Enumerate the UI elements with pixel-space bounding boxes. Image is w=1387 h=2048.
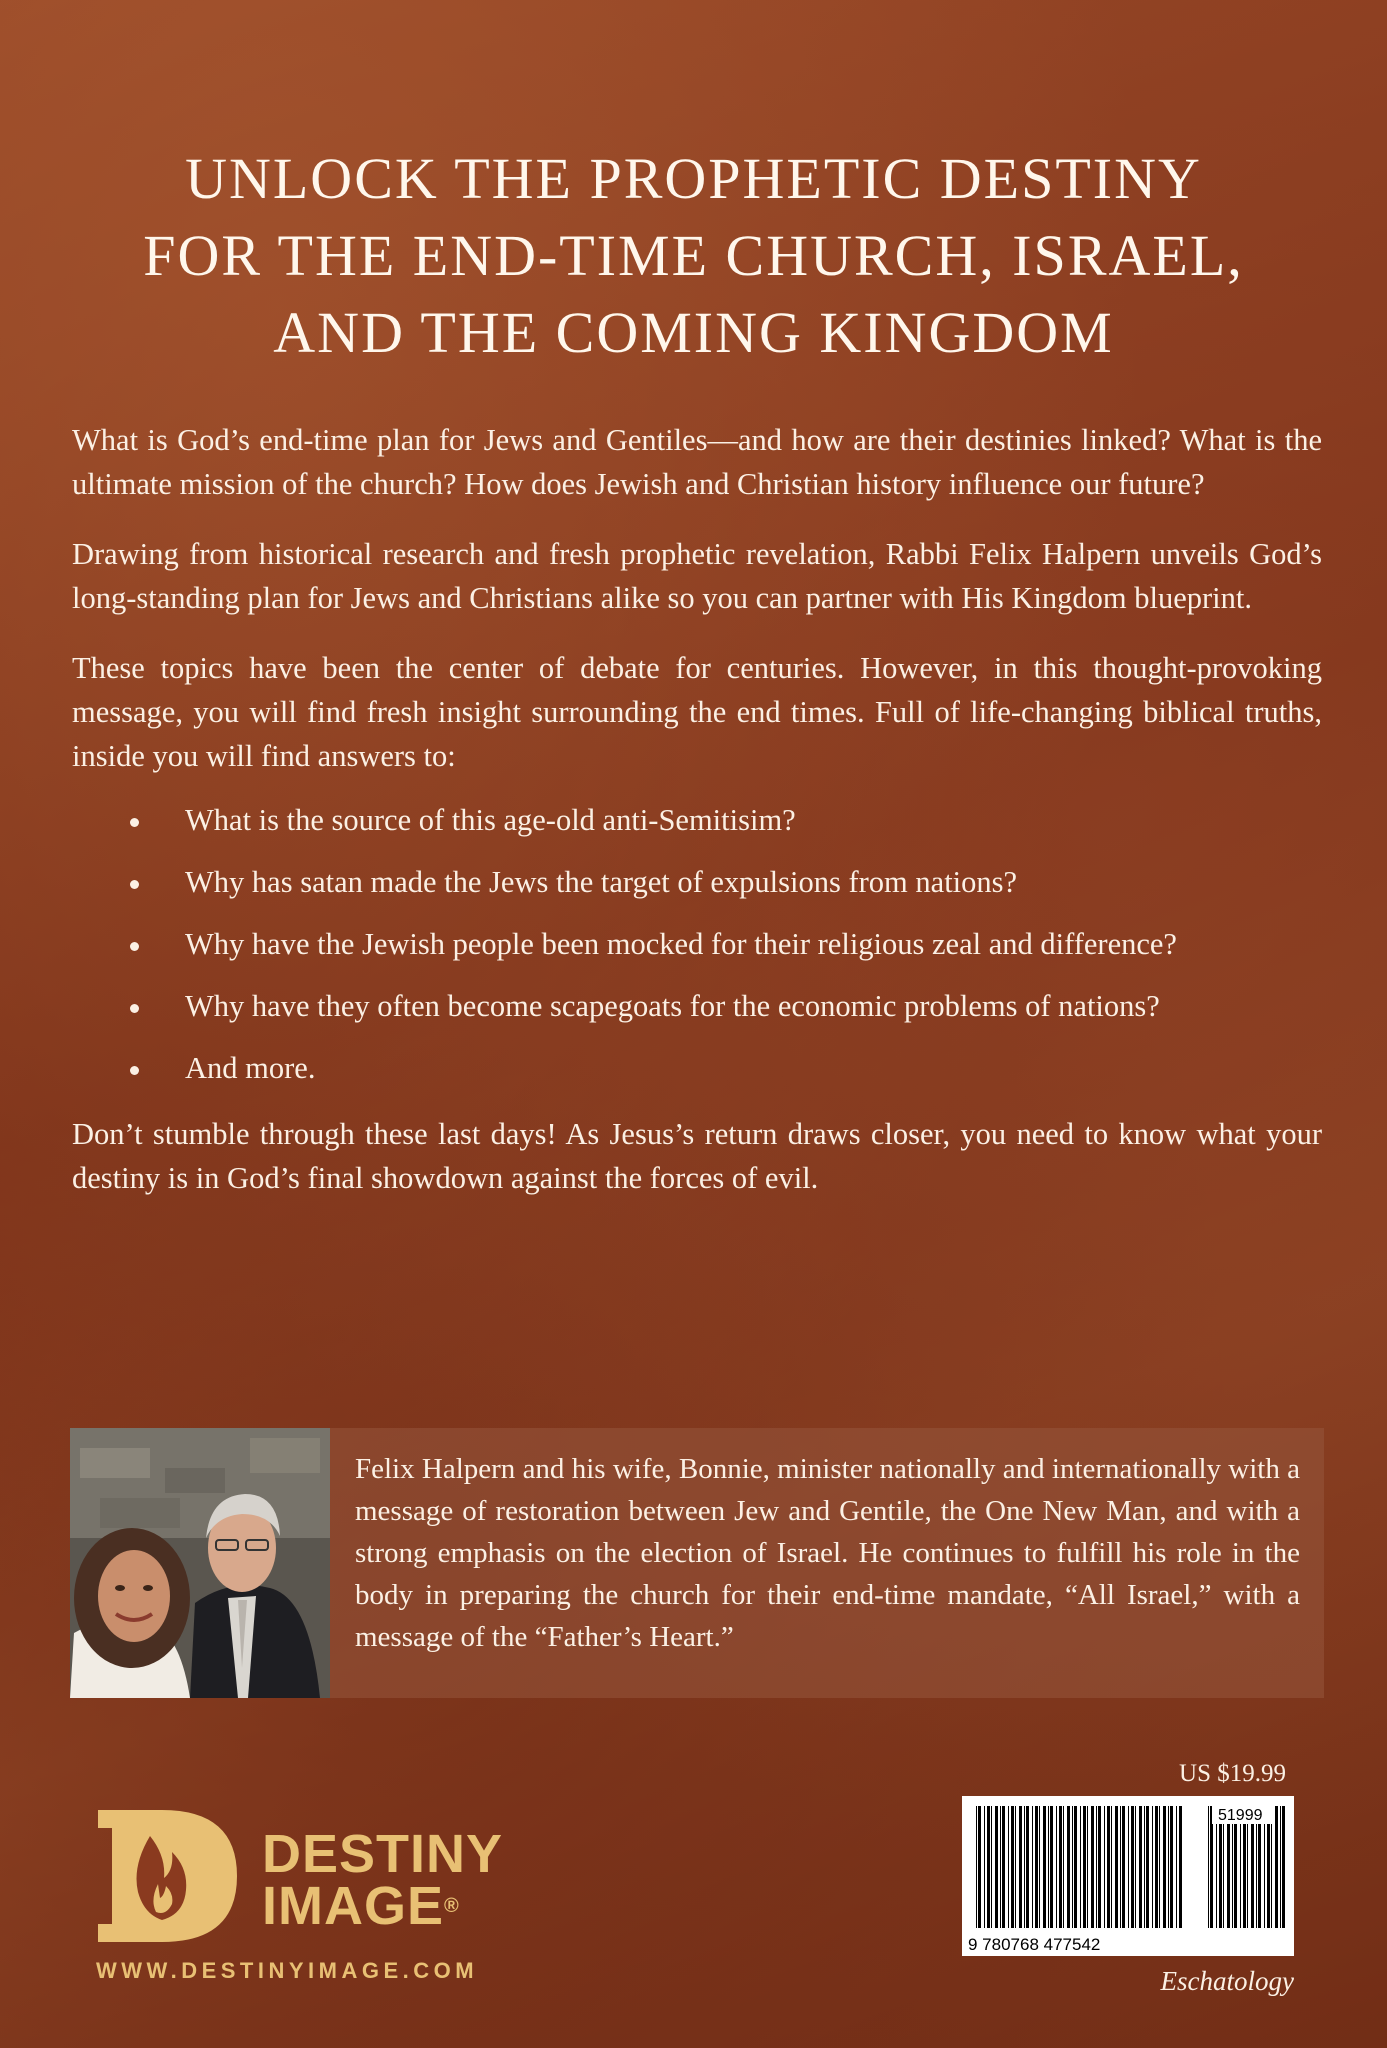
bullet-dot-icon xyxy=(130,818,139,827)
barcode-bar xyxy=(1258,1806,1261,1928)
barcode-bar xyxy=(1059,1806,1062,1928)
bullet-text: What is the source of this age-old anti-Semitisim? xyxy=(185,803,796,837)
headline-line-3: AND THE COMING KINGDOM xyxy=(273,300,1114,365)
headline xyxy=(80,140,1307,371)
barcode-bar xyxy=(1247,1806,1248,1928)
barcode-bar xyxy=(1155,1806,1158,1928)
barcode-bar xyxy=(1131,1806,1134,1928)
paragraph-questions: What is God’s end-time plan for Jews and Gentiles—and how are their destinies linked? What is the ultimate mission of the church? How does Jewish and Christian history influence our future? xyxy=(72,423,1322,501)
barcode-bar xyxy=(1048,1806,1049,1928)
barcode-bar xyxy=(1280,1806,1281,1928)
barcode-bar xyxy=(1039,1806,1040,1928)
isbn-digits-text: 9 780768 477542 xyxy=(968,1935,1101,1954)
barcode-bar xyxy=(1282,1806,1285,1928)
bullet-item xyxy=(72,922,1322,966)
publisher-url: WWW.DESTINYIMAGE.COM xyxy=(96,1958,479,1983)
barcode-bar xyxy=(1115,1806,1118,1928)
barcode-bar xyxy=(1159,1806,1160,1928)
barcode-bar xyxy=(1163,1806,1166,1928)
bullet-text: Why has satan made the Jews the target of expulsions from nations? xyxy=(185,865,1018,899)
barcode-bar xyxy=(1107,1806,1110,1928)
barcode-bar xyxy=(1015,1806,1016,1928)
bullet-list xyxy=(72,798,1322,1090)
publisher-line-1: DESTINY xyxy=(262,1824,504,1884)
barcode-bar xyxy=(1111,1806,1112,1928)
barcode-bar xyxy=(1223,1806,1224,1928)
barcode-bar xyxy=(1146,1806,1149,1928)
barcode-bar xyxy=(1050,1806,1053,1928)
barcode-bars xyxy=(962,1796,1294,1956)
barcode-bar xyxy=(987,1806,990,1928)
barcode-bar xyxy=(1098,1806,1101,1928)
bullet-item xyxy=(72,798,1322,842)
barcode-bar xyxy=(1043,1806,1046,1928)
barcode-bar xyxy=(1002,1806,1005,1928)
publisher-wordmark xyxy=(262,1824,504,1936)
barcode-bar xyxy=(1026,1806,1029,1928)
barcode-bar xyxy=(1019,1806,1022,1928)
paragraph-author-intro: Drawing from historical research and fresh prophetic revelation, Rabbi Felix Halpern unveils God’s long-standing plan for Jews and Christians alike so you can partner with His Kingdom blueprint. xyxy=(72,537,1322,615)
barcode-bar xyxy=(1067,1806,1070,1928)
barcode-bar xyxy=(1170,1806,1173,1928)
genre-label: Eschatology xyxy=(1160,1966,1294,1996)
barcode-bar xyxy=(995,1806,998,1928)
barcode-bar xyxy=(1275,1806,1278,1928)
barcode-bar xyxy=(1096,1806,1097,1928)
barcode-bar xyxy=(1120,1806,1121,1928)
barcode-bar xyxy=(1063,1806,1064,1928)
barcode-bar xyxy=(1032,1806,1033,1928)
barcode-bar xyxy=(1011,1806,1014,1928)
barcode-bar xyxy=(1080,1806,1081,1928)
bullet-item xyxy=(72,1046,1322,1090)
price-code-text: 51999 xyxy=(1218,1807,1263,1824)
publisher-line-2-text: IMAGE xyxy=(262,1876,445,1936)
barcode-bar xyxy=(991,1806,992,1928)
barcode-bar xyxy=(1176,1806,1177,1928)
barcode-bar xyxy=(1264,1806,1265,1928)
registered-mark: ® xyxy=(444,1895,460,1917)
barcode-bar xyxy=(1128,1806,1129,1928)
author-bio-text: Felix Halpern and his wife, Bonnie, minister nationally and internationally with a message of restoration between Jew and Gentile, the One New Man, and with a strong emphasis on the election of Israel. He continues to fulfill his role in the body in preparing the church for their end-time mandate, “All Israel,” with a message of the “Father’s Heart.” xyxy=(355,1453,1300,1653)
barcode-bar xyxy=(1087,1806,1088,1928)
bullet-dot-icon xyxy=(130,880,139,889)
barcode-bar xyxy=(1122,1806,1125,1928)
destiny-image-d-flame-icon xyxy=(92,1806,242,1946)
barcode-bar xyxy=(1074,1806,1077,1928)
bullet-text: Why have they often become scapegoats for the economic problems of nations? xyxy=(185,989,1160,1023)
barcode-bar xyxy=(1135,1806,1136,1928)
barcode-bar xyxy=(1008,1806,1009,1928)
barcode-bar xyxy=(1056,1806,1057,1928)
author-photo-image xyxy=(70,1428,330,1698)
price-label: US $19.99 xyxy=(1179,1760,1286,1787)
headline-line-2: FOR THE END-TIME CHURCH, ISRAEL, xyxy=(143,223,1244,288)
description xyxy=(72,418,1322,1226)
barcode-bar xyxy=(1232,1806,1233,1928)
isbn-barcode xyxy=(962,1796,1294,1956)
barcode-bar xyxy=(1219,1806,1222,1928)
barcode-bar xyxy=(1216,1806,1217,1928)
barcode-bar xyxy=(1035,1806,1038,1928)
barcode-bar xyxy=(1091,1806,1094,1928)
bullet-dot-icon xyxy=(130,1004,139,1013)
author-photo xyxy=(70,1428,330,1698)
paragraph-closing: Don’t stumble through these last days! As Jesus’s return draws closer, you need to know what your destiny is in God’s final showdown against the forces of evil. xyxy=(72,1117,1322,1195)
publisher-line-2 xyxy=(262,1876,503,1936)
barcode-bar xyxy=(978,1806,981,1928)
bullet-dot-icon xyxy=(130,1066,139,1075)
barcode-bar xyxy=(984,1806,985,1928)
headline-line-1: UNLOCK THE PROPHETIC DESTINY xyxy=(185,146,1202,211)
paragraph-topics: These topics have been the center of debate for centuries. However, in this thought-provoking message, you will find fresh insight surrounding the end times. Full of life-changing biblical truths, inside you will find answers to: xyxy=(72,651,1322,773)
barcode-bar xyxy=(1179,1806,1182,1928)
bullet-item xyxy=(72,984,1322,1028)
barcode-bar xyxy=(1271,1806,1272,1928)
bullet-text: And more. xyxy=(185,1051,316,1085)
barcode-bar xyxy=(1210,1806,1213,1928)
barcode-bar xyxy=(1234,1806,1237,1928)
barcode-bar xyxy=(1251,1806,1254,1928)
bullet-item xyxy=(72,860,1322,904)
barcode-bar xyxy=(1072,1806,1073,1928)
barcode-bar xyxy=(1104,1806,1105,1928)
barcode-bar xyxy=(1168,1806,1169,1928)
barcode-bar xyxy=(1243,1806,1246,1928)
barcode-bar xyxy=(1227,1806,1230,1928)
barcode-bar xyxy=(1000,1806,1001,1928)
barcode-bar xyxy=(1256,1806,1257,1928)
barcode-bar xyxy=(976,1806,977,1928)
barcode-bar xyxy=(1139,1806,1142,1928)
barcode-bar xyxy=(1267,1806,1270,1928)
barcode-bar xyxy=(1083,1806,1086,1928)
publisher-logo xyxy=(92,1806,522,1996)
author-bio-box xyxy=(70,1428,1324,1698)
barcode-bar xyxy=(1024,1806,1025,1928)
bullet-text: Why have the Jewish people been mocked for their religious zeal and difference? xyxy=(185,927,1177,961)
barcode-bar xyxy=(1144,1806,1145,1928)
barcode-bar xyxy=(1240,1806,1241,1928)
barcode-bar xyxy=(1152,1806,1153,1928)
barcode-bar xyxy=(1208,1806,1209,1928)
bullet-dot-icon xyxy=(130,942,139,951)
